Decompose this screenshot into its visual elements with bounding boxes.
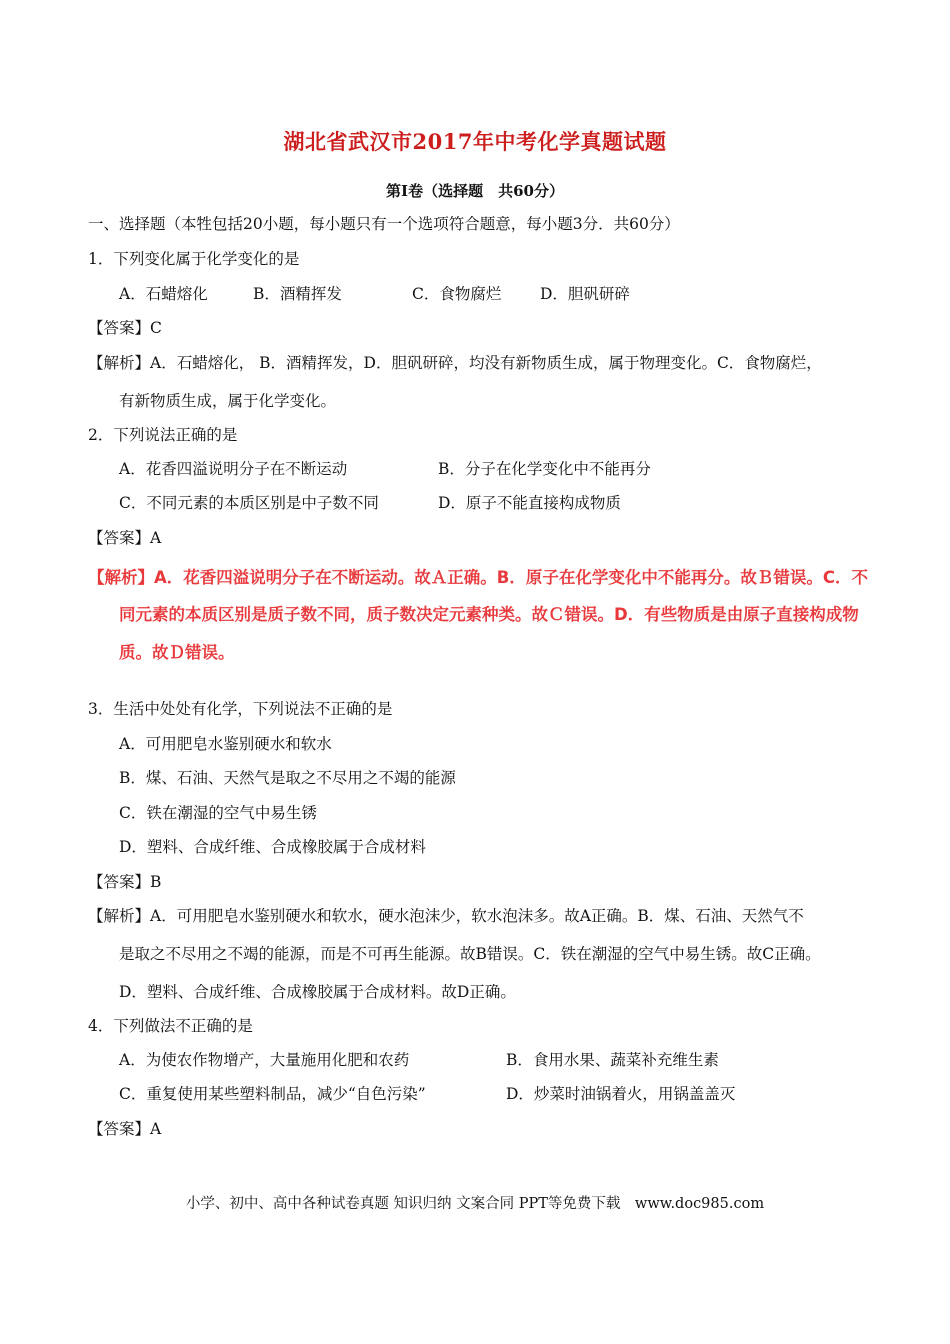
q3-option-c: C．铁在潮湿的空气中易生锈 [119, 804, 317, 822]
page-title: 湖北省武汉市2017年中考化学真题试题 [283, 129, 667, 154]
q1-analysis-line-2: 有新物质生成，属于化学变化。 [119, 392, 337, 410]
q3-answer: 【答案】B [88, 873, 162, 891]
q2-analysis-line-1: 【解析】A．花香四溢说明分子在不断运动。故Ａ正确。B．原子在化学变化中不能再分。故Ｂ错误。C．不 [88, 568, 868, 587]
q3-option-a: A．可用肥皂水鉴别硬水和软水 [119, 735, 332, 753]
q2-answer: 【答案】A [88, 529, 162, 547]
q3-stem: 3．生活中处处有化学，下列说法不正确的是 [88, 700, 393, 718]
q3-option-b: B．煤、石油、天然气是取之不尽用之不竭的能源 [119, 769, 456, 787]
q1-option-c: C．食物腐烂 [412, 285, 502, 303]
q1-option-d: D．胆矾研碎 [540, 285, 630, 303]
q2-option-b: B．分子在化学变化中不能再分 [438, 460, 651, 478]
q3-analysis-line-2: 是取之不尽用之不竭的能源，而是不可再生能源。故B错误。C．铁在潮湿的空气中易生锈。故C正确。 [119, 945, 821, 963]
section-instructions: 一、选择题（本牲包括20小题，每小题只有一个选项符合题意，每小题3分．共60分） [88, 215, 680, 233]
section-heading: 第I卷（选择题 共60分） [386, 182, 564, 200]
q4-option-d: D．炒菜时油锅着火，用锅盖盖灭 [506, 1085, 736, 1103]
q3-option-d: D．塑料、合成纤维、合成橡胶属于合成材料 [119, 838, 426, 856]
q2-analysis-line-3: 质。故Ｄ错误。 [119, 643, 235, 662]
q2-stem: 2．下列说法正确的是 [88, 426, 238, 444]
q4-stem: 4．下列做法不正确的是 [88, 1017, 253, 1035]
q2-option-a: A．花香四溢说明分子在不断运动 [119, 460, 348, 478]
q3-analysis-line-3: D．塑料、合成纤维、合成橡胶属于合成材料。故D正确。 [119, 983, 516, 1001]
q2-option-c: C．不同元素的本质区别是中子数不同 [119, 494, 379, 512]
q4-option-b: B．食用水果、蔬菜补充维生素 [506, 1051, 719, 1069]
q3-analysis-line-1: 【解析】A．可用肥皂水鉴别硬水和软水，硬水泡沫少，软水泡沫多。故A正确。B．煤、石油、天然气不 [88, 907, 804, 925]
q1-stem: 1．下列变化属于化学变化的是 [88, 250, 300, 268]
q4-answer: 【答案】A [88, 1120, 162, 1138]
q1-option-a: A．石蜡熔化 [119, 285, 208, 303]
q4-option-c: C．重复使用某些塑料制品，减少“自色污染” [119, 1085, 426, 1103]
q1-option-b: B．酒精挥发 [253, 285, 342, 303]
q2-analysis-line-2: 同元素的本质区别是质子数不同，质子数决定元素种类。故Ｃ错误。D．有些物质是由原子直接构成物 [119, 605, 859, 624]
q4-option-a: A．为使农作物增产，大量施用化肥和农药 [119, 1051, 410, 1069]
q1-answer: 【答案】C [88, 319, 162, 337]
page-footer: 小学、初中、高中各种试卷真题 知识归纳 文案合同 PPT等免费下载 www.doc985.com [185, 1196, 765, 1212]
q1-analysis-line-1: 【解析】A．石蜡熔化， B．酒精挥发，D．胆矾研碎，均没有新物质生成，属于物理变化。C．食物腐烂， [88, 354, 822, 372]
q2-option-d: D．原子不能直接构成物质 [438, 494, 621, 512]
